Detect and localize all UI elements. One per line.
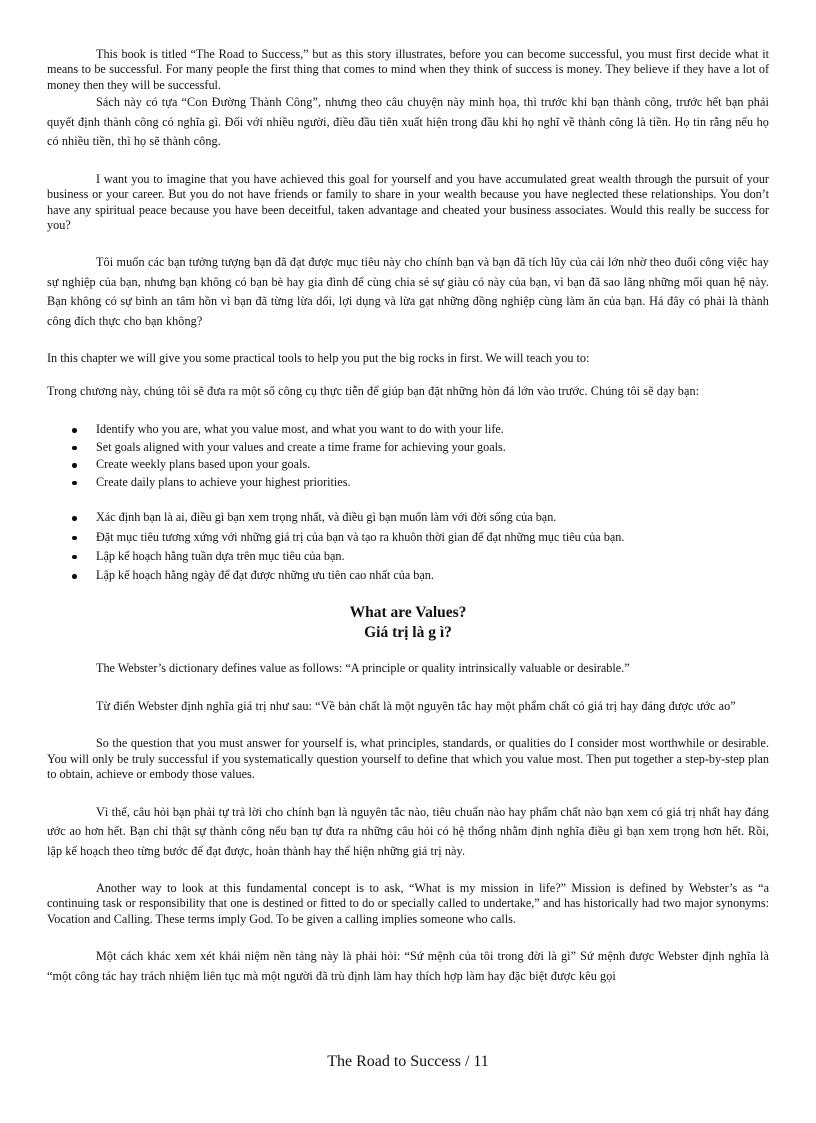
paragraph-webster-vi: Từ điển Webster định nghĩa giá trị như sau: “Về bản chất là một nguyên tắc hay một phẩm chất có giá trị hay đáng được ước ao”: [96, 698, 736, 713]
list-item: Lập kế hoạch hằng tuần dựa trên mục tiêu của bạn.: [96, 547, 769, 566]
page-body: [47, 47, 769, 986]
list-item: Identify who you are, what you value most, and what you want to do with your life.: [96, 421, 769, 439]
paragraph-mission-en: Another way to look at this fundamental concept is to ask, “What is my mission in life?” Mission is defined by Webster’s as “a continuing task or responsibility that one is destined or fitted to do or specially called to undertake,” and has historically had two major synonyms: Vocation and Calling. These terms imply God. To be given a calling implies someone who calls.: [47, 881, 769, 926]
list-item: Create weekly plans based upon your goals.: [96, 456, 769, 474]
paragraph-imagine-vi: Tôi muốn các bạn tưởng tượng bạn đã đạt được mục tiêu này cho chính bạn và bạn đã tích lũy của cải lớn nhờ theo đuổi công việc hay sự nghiệp của bạn, nhưng bạn không có bạn bè hay gia đình để cùng chia sẻ sự giàu có này của bạn, vì bạn đã sao lãng những mối quan hệ này. Bạn không có sự bình an tâm hồn vì bạn đã từng lừa dối, lợi dụng và lừa gạt những đồng nghiệp cùng làm ăn của bạn. Há đây có phải là thành công đích thực cho bạn không?: [47, 255, 769, 328]
paragraph-mission-vi: Một cách khác xem xét khái niệm nền tảng này là phải hỏi: “Sứ mệnh của tôi trong đời là gì” Sứ mệnh được Webster định nghĩa là “một công tác hay trách nhiệm liên tục mà một người đã trù định làm hay thích hợp làm hay đặc biệt được kêu gọi: [47, 949, 769, 983]
list-item: Xác định bạn là ai, điều gì bạn xem trọng nhất, và điều gì bạn muốn làm với đời sống của bạn.: [96, 508, 769, 527]
paragraph-question-en: So the question that you must answer for yourself is, what principles, standards, or qualities do I consider most worthwhile or desirable. You will only be truly successful if you systematically question yourself to define that which you value most. Then put together a step-by-step plan to obtain, achieve or embody those values.: [47, 736, 769, 782]
paragraph-webster-en: The Webster’s dictionary defines value as follows: “A principle or quality intrinsically valuable or desirable.”: [96, 661, 630, 676]
paragraph-chapter-vi: Trong chương này, chúng tôi sẽ đưa ra một số công cụ thực tiễn để giúp bạn đặt những hòn đá lớn vào trước. Chúng tôi sẽ dạy bạn:: [47, 383, 700, 398]
bullet-list-en: [47, 421, 769, 491]
page-footer: The Road to Success / 11: [327, 1053, 489, 1070]
heading-en: What are Values?: [349, 604, 467, 622]
heading-vi: Giá trị là g ì?: [364, 624, 452, 642]
section-heading: [47, 603, 769, 643]
paragraph-question-vi: Vì thế, câu hỏi bạn phải tự trả lời cho chính bạn là nguyên tắc nào, tiêu chuẩn nào hay phẩm chất nào bạn xem có giá trị nhất hay đáng ước ao hơn hết. Bạn chỉ thật sự thành công nếu bạn tự đưa ra những câu hỏi có hệ thống nhằm định nghĩa điều gì bạn xem trọng hơn hết. Rồi, lập kế hoạch theo từng bước để đạt được, hoàn thành hay thể hiện những giá trị này.: [47, 804, 769, 858]
paragraph-intro-en: This book is titled “The Road to Success,” but as this story illustrates, before you can become successful, you must first decide what it means to be successful. For many people the first thing that comes to mind when they think of success is money. They believe if they have a lot of money then they will be successful.: [47, 47, 769, 92]
paragraph-chapter-en: In this chapter we will give you some practical tools to help you put the big rocks in first. We will teach you to:: [47, 351, 590, 366]
list-item: Set goals aligned with your values and create a time frame for achieving your goals.: [96, 439, 769, 457]
paragraph-intro-vi: Sách này có tựa “Con Đường Thành Công”, nhưng theo câu chuyện này minh họa, thì trước khi bạn thành công, trước hết bạn phải quyết định thành công có nghĩa gì. Đối với nhiều người, điều đầu tiên xuất hiện trong đầu khi họ nghĩ về thành công là tiền. Họ tin rằng nếu họ có nhiều tiền, thì họ sẽ thành công.: [47, 95, 769, 149]
paragraph-imagine-en: I want you to imagine that you have achieved this goal for yourself and you have accumulated great wealth through the pursuit of your business or your career. But you do not have friends or family to share in your wealth because you have neglected these relationships. You don’t have any spiritual peace because you have been deceitful, taken advantage and cheated your business associates. Would this really be success for you?: [47, 171, 769, 232]
bullet-list-vi: [47, 508, 769, 585]
list-item: Đặt mục tiêu tương xứng với những giá trị của bạn và tạo ra khuôn thời gian để đạt những mục tiêu của bạn.: [96, 528, 769, 547]
list-item: Lập kế hoạch hằng ngày để đạt được những ưu tiên cao nhất của bạn.: [96, 566, 769, 585]
list-item: Create daily plans to achieve your highest priorities.: [96, 474, 769, 492]
